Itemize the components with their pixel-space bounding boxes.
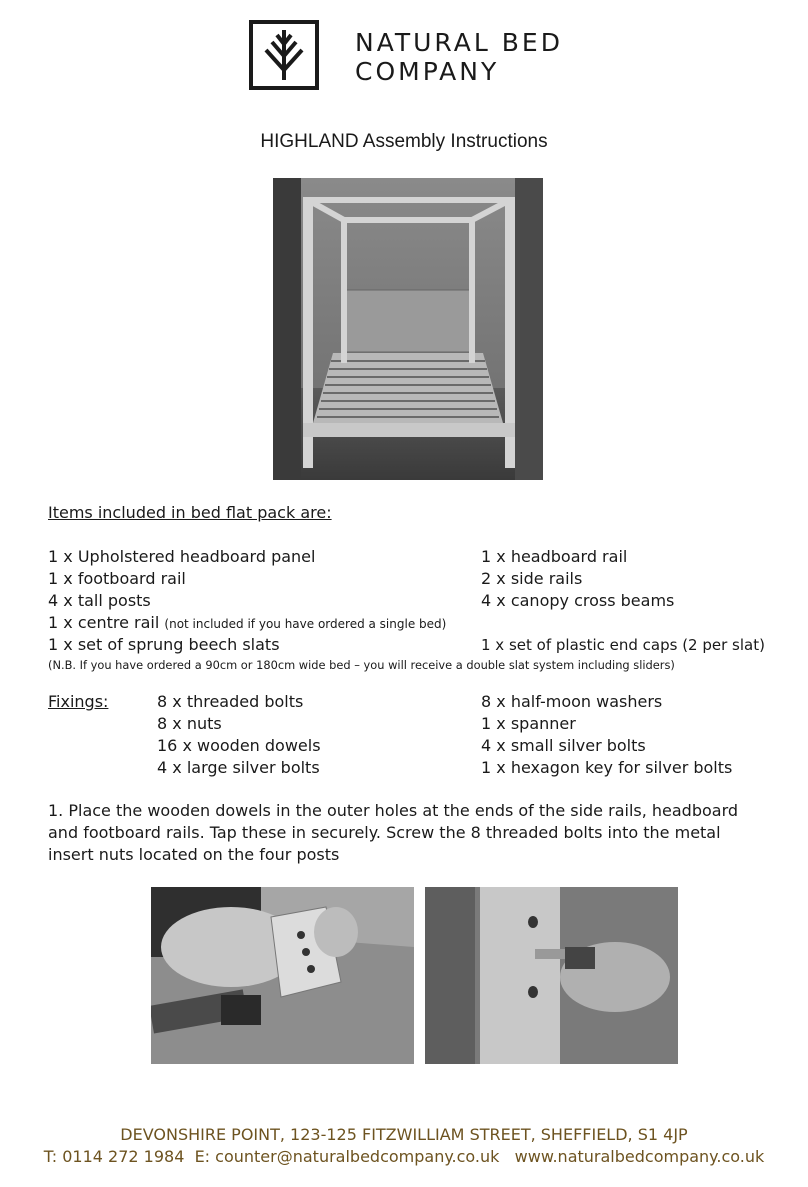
page-title: HIGHLAND Assembly Instructions [260,131,548,152]
fixing-right-0: 8 x half-moon washers [481,692,663,711]
item-right-2: 4 x canopy cross beams [481,591,675,610]
item-left-3 [48,613,446,634]
item-right-1: 2 x side rails [481,569,583,588]
slat-note: (N.B. If you have ordered a 90cm or 180cm wide bed – you will receive a double slat system including sliders) [48,658,675,672]
brand-line-2: COMPANY [355,57,500,86]
centre-rail-note: (not included if you have ordered a single bed) [164,617,447,631]
fixings-label: Fixings: [48,692,109,711]
bolt-into-post-photo [425,887,678,1064]
step-1-text: 1. Place the wooden dowels in the outer holes at the ends of the side rails, headboard and footboard rails. Tap these in securely. Screw the 8 threaded bolts into the metal insert nuts located on the four posts [48,801,739,864]
footer-phone: T: 0114 272 1984 [43,1147,185,1166]
brand-name [355,28,563,86]
fixing-left-2: 16 x wooden dowels [157,736,321,755]
footer-website-link[interactable]: www.naturalbedcompany.co.uk [514,1147,765,1166]
footer-contact [0,1147,808,1166]
dowel-hammer-photo [151,887,414,1064]
item-right-0: 1 x headboard rail [481,547,628,566]
fixing-left-1: 8 x nuts [157,714,222,733]
item-left-0: 1 x Upholstered headboard panel [48,547,316,566]
tree-icon [249,20,319,90]
item-left-2: 4 x tall posts [48,591,151,610]
fixing-right-1: 1 x spanner [481,714,576,733]
fixing-right-2: 4 x small silver bolts [481,736,646,755]
brand-line-1: NATURAL BED [355,28,563,57]
four-poster-bed-photo [273,178,543,480]
fixing-left-3: 4 x large silver bolts [157,758,320,777]
fixing-right-3: 1 x hexagon key for silver bolts [481,758,733,777]
footer-email-label: E: [194,1147,211,1166]
footer-email-link[interactable]: counter@naturalbedcompany.co.uk [215,1147,500,1166]
item-left-1: 1 x footboard rail [48,569,186,588]
brand-logo [249,20,579,100]
fixing-left-0: 8 x threaded bolts [157,692,304,711]
item-right-3: 1 x set of plastic end caps (2 per slat) [481,636,765,654]
footer-address: DEVONSHIRE POINT, 123-125 FITZWILLIAM STREET, SHEFFIELD, S1 4JP [120,1125,688,1144]
items-heading: Items included in bed flat pack are: [48,503,332,522]
item-centre-rail: 1 x centre rail [48,613,160,632]
item-left-4: 1 x set of sprung beech slats [48,635,280,654]
